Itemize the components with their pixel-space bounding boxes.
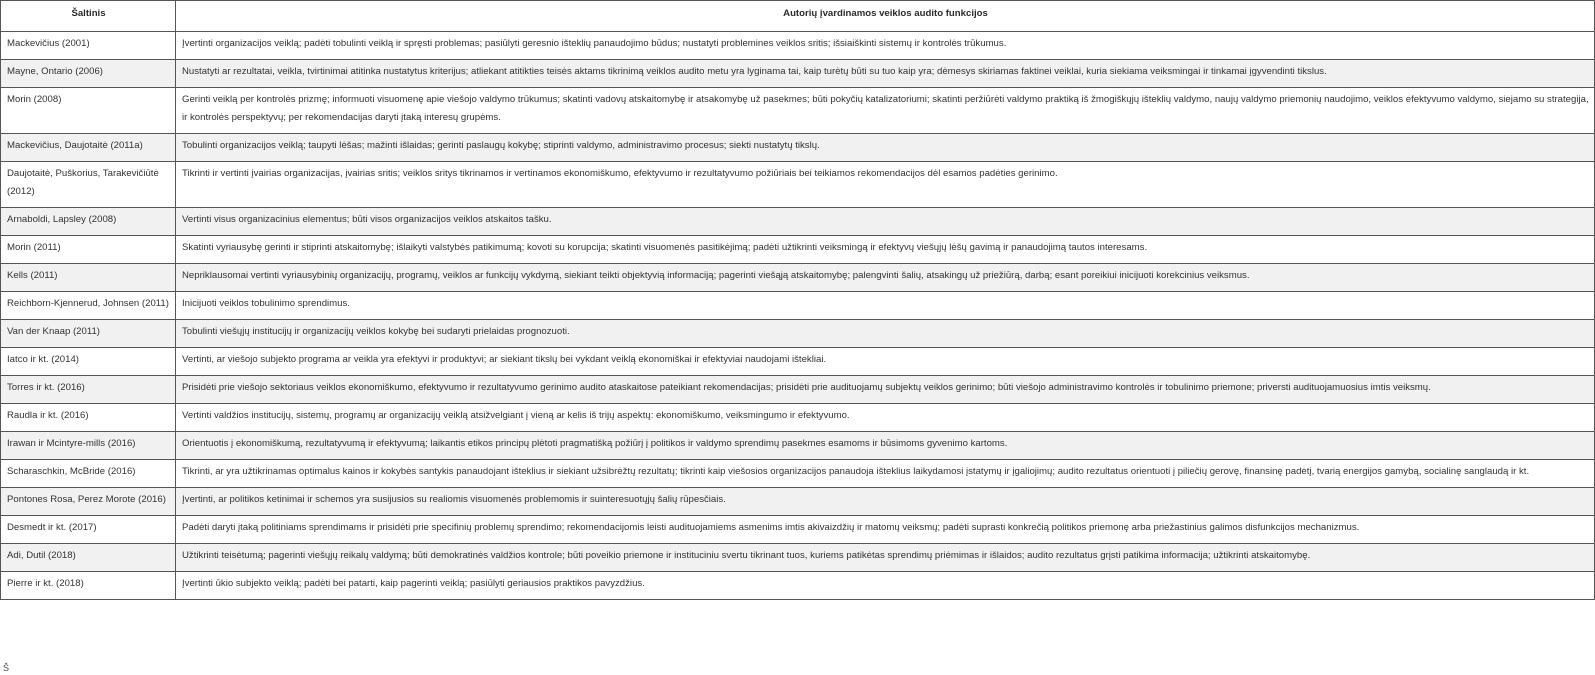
source-cell: Mackevičius (2001) <box>1 32 176 60</box>
source-cell: Raudla ir kt. (2016) <box>1 404 176 432</box>
source-cell: Scharaschkin, McBride (2016) <box>1 460 176 488</box>
functions-cell: Padėti daryti įtaką politiniams sprendimams ir prisidėti prie specifinių problemų sprendimo; rekomendacijomis leisti audituojamiems asmenims imtis akivaizdžių ir matomų veiksmų; padėti suprasti konkrečią politikos priemonę arba priežastinius galimos disfunkcijos mechanizmus. <box>176 516 1595 544</box>
source-cell: Desmedt ir kt. (2017) <box>1 516 176 544</box>
source-cell: Reichborn-Kjennerud, Johnsen (2011) <box>1 292 176 320</box>
table-row <box>1 460 1595 488</box>
table-row <box>1 60 1595 88</box>
footnote-mark: Š <box>3 663 10 673</box>
functions-cell: Tikrinti ir vertinti įvairias organizacijas, įvairias sritis; veiklos sritys tikrinamos ir vertinamos ekonomiškumo, efektyvumo ir rezultatyvumo požiūriais bei teikiamos rekomendacijos dėl esamos padėties gerinimo. <box>176 162 1595 208</box>
table-row <box>1 32 1595 60</box>
table-header-row <box>1 1 1595 32</box>
source-cell: Torres ir kt. (2016) <box>1 376 176 404</box>
functions-cell: Tobulinti viešųjų institucijų ir organizacijų veiklos kokybę bei sudaryti prielaidas prognozuoti. <box>176 320 1595 348</box>
table-row <box>1 432 1595 460</box>
table-row <box>1 572 1595 600</box>
table-row <box>1 544 1595 572</box>
source-cell: Irawan ir Mcintyre-mills (2016) <box>1 432 176 460</box>
source-cell: Pontones Rosa, Perez Morote (2016) <box>1 488 176 516</box>
table-row <box>1 134 1595 162</box>
header-source: Šaltinis <box>1 1 176 32</box>
table-row <box>1 404 1595 432</box>
source-cell: Morin (2008) <box>1 88 176 134</box>
functions-cell: Tikrinti, ar yra užtikrinamas optimalus kainos ir kokybės santykis panaudojant išteklius ir siekiant užsibrėžtų rezultatų; tikrinti kaip viešosios organizacijos panaudoja išteklius laikydamosi įstatymų ir įgaliojimų; audito rezultatus orientuoti į piliečių gerovę, finansinę padėtį, tvarią energijos gamybą, socialinę sanglaudą ir kt. <box>176 460 1595 488</box>
table-row <box>1 320 1595 348</box>
functions-cell: Įvertinti ūkio subjekto veiklą; padėti bei patarti, kaip pagerinti veiklą; pasiūlyti geriausios praktikos pavyzdžius. <box>176 572 1595 600</box>
source-cell: Mayne, Ontario (2006) <box>1 60 176 88</box>
table-row <box>1 488 1595 516</box>
functions-cell: Skatinti vyriausybę gerinti ir stiprinti atskaitomybę; išlaikyti valstybės patikimumą; kovoti su korupcija; skatinti visuomenės pasitikėjimą; padėti užtikrinti veiksmingą ir efektyvų viešųjų lėšų gavimą ir panaudojimą tautos interesams. <box>176 236 1595 264</box>
table-row <box>1 376 1595 404</box>
table-row <box>1 292 1595 320</box>
functions-cell: Nustatyti ar rezultatai, veikla, tvirtinimai atitinka nustatytus kriterijus; atliekant atitikties teisės aktams tikrinimą veiklos audito metu yra lyginama tai, kaip turėtų būti su tuo kaip yra; dėmesys skiriamas faktinei veiklai, kuria siekiama veiksmingai ir tinkamai įgyvendinti tikslus. <box>176 60 1595 88</box>
functions-cell: Nepriklausomai vertinti vyriausybinių organizacijų, programų, veiklos ar funkcijų vykdymą, siekiant teikti objektyvią informaciją; pagerinti viešąją atskaitomybę; palengvinti šalių, atsakingų už priežiūrą, darbą; esant poreikiui inicijuoti korekcinius veiksmus. <box>176 264 1595 292</box>
table-row <box>1 88 1595 134</box>
source-cell: Kells (2011) <box>1 264 176 292</box>
header-functions: Autorių įvardinamos veiklos audito funkcijos <box>176 1 1595 32</box>
source-cell: Daujotaitė, Puškorius, Tarakevičiūtė (2012) <box>1 162 176 208</box>
source-cell: Arnaboldi, Lapsley (2008) <box>1 208 176 236</box>
source-cell: Morin (2011) <box>1 236 176 264</box>
functions-cell: Orientuotis į ekonomiškumą, rezultatyvumą ir efektyvumą; laikantis etikos principų plėtoti pragmatišką požiūrį į politikos ir valdymo sprendimų pasekmes esamoms ir būsimoms gyvenimo kartoms. <box>176 432 1595 460</box>
table-row <box>1 208 1595 236</box>
functions-cell: Vertinti, ar viešojo subjekto programa ar veikla yra efektyvi ir produktyvi; ar siekiant tikslų bei vykdant veiklą ekonomiškai ir efektyviai naudojami ištekliai. <box>176 348 1595 376</box>
functions-cell: Gerinti veiklą per kontrolės prizmę; informuoti visuomenę apie viešojo valdymo trūkumus; skatinti vadovų atskaitomybę ir atsakomybę už pasekmes; būti pokyčių katalizatoriumi; skatinti peržiūrėti valdymo praktiką iš žmogiškųjų išteklių valdymo, naujų valdymo priemonių naudojimo, veiklos efektyvumo valdymo, siejamo su strategija, ir kontrolės perspektyvų; per rekomendacijas daryti įtaką interesų grupėms. <box>176 88 1595 134</box>
table-row <box>1 348 1595 376</box>
table-row <box>1 516 1595 544</box>
table-row <box>1 264 1595 292</box>
source-cell: Pierre ir kt. (2018) <box>1 572 176 600</box>
functions-cell: Vertinti valdžios institucijų, sistemų, programų ar organizacijų veiklą atsižvelgiant į vieną ar kelis iš trijų aspektų: ekonomiškumo, veiksmingumo ir efektyvumo. <box>176 404 1595 432</box>
functions-cell: Įvertinti organizacijos veiklą; padėti tobulinti veiklą ir spręsti problemas; pasiūlyti geresnio išteklių panaudojimo būdus; nustatyti problemines veiklos sritis; išsiaiškinti sistemų ir kontrolės trūkumus. <box>176 32 1595 60</box>
functions-cell: Tobulinti organizacijos veiklą; taupyti lėšas; mažinti išlaidas; gerinti paslaugų kokybę; stiprinti valdymo, administravimo procesus; siekti nustatytų tikslų. <box>176 134 1595 162</box>
functions-cell: Įvertinti, ar politikos ketinimai ir schemos yra susijusios su realiomis visuomenės problemomis ir suinteresuotųjų šalių rūpesčiais. <box>176 488 1595 516</box>
source-cell: Van der Knaap (2011) <box>1 320 176 348</box>
source-cell: Iatco ir kt. (2014) <box>1 348 176 376</box>
functions-cell: Užtikrinti teisėtumą; pagerinti viešųjų reikalų valdymą; būti demokratinės valdžios kontrole; būti poveikio priemone ir instituciniu svertu tikrinant tuos, kuriems patikėtas sprendimų priėmimas ir išlaidos; audito rezultatus grįsti patikima informacija; užtikrinti atskaitomybę. <box>176 544 1595 572</box>
table-row <box>1 162 1595 208</box>
functions-cell: Vertinti visus organizacinius elementus; būti visos organizacijos veiklos atskaitos tašku. <box>176 208 1595 236</box>
source-cell: Mackevičius, Daujotaitė (2011a) <box>1 134 176 162</box>
functions-cell: Prisidėti prie viešojo sektoriaus veiklos ekonomiškumo, efektyvumo ir rezultatyvumo gerinimo audito ataskaitose pateikiant rekomendacijas; prisidėti prie audituojamų subjektų veiklos gerinimo; būti viešojo administravimo kontrolės ir tobulinimo priemone; priversti audituojamuosius imtis veiksmų. <box>176 376 1595 404</box>
functions-cell: Inicijuoti veiklos tobulinimo sprendimus. <box>176 292 1595 320</box>
table-row <box>1 236 1595 264</box>
source-cell: Adi, Dutil (2018) <box>1 544 176 572</box>
